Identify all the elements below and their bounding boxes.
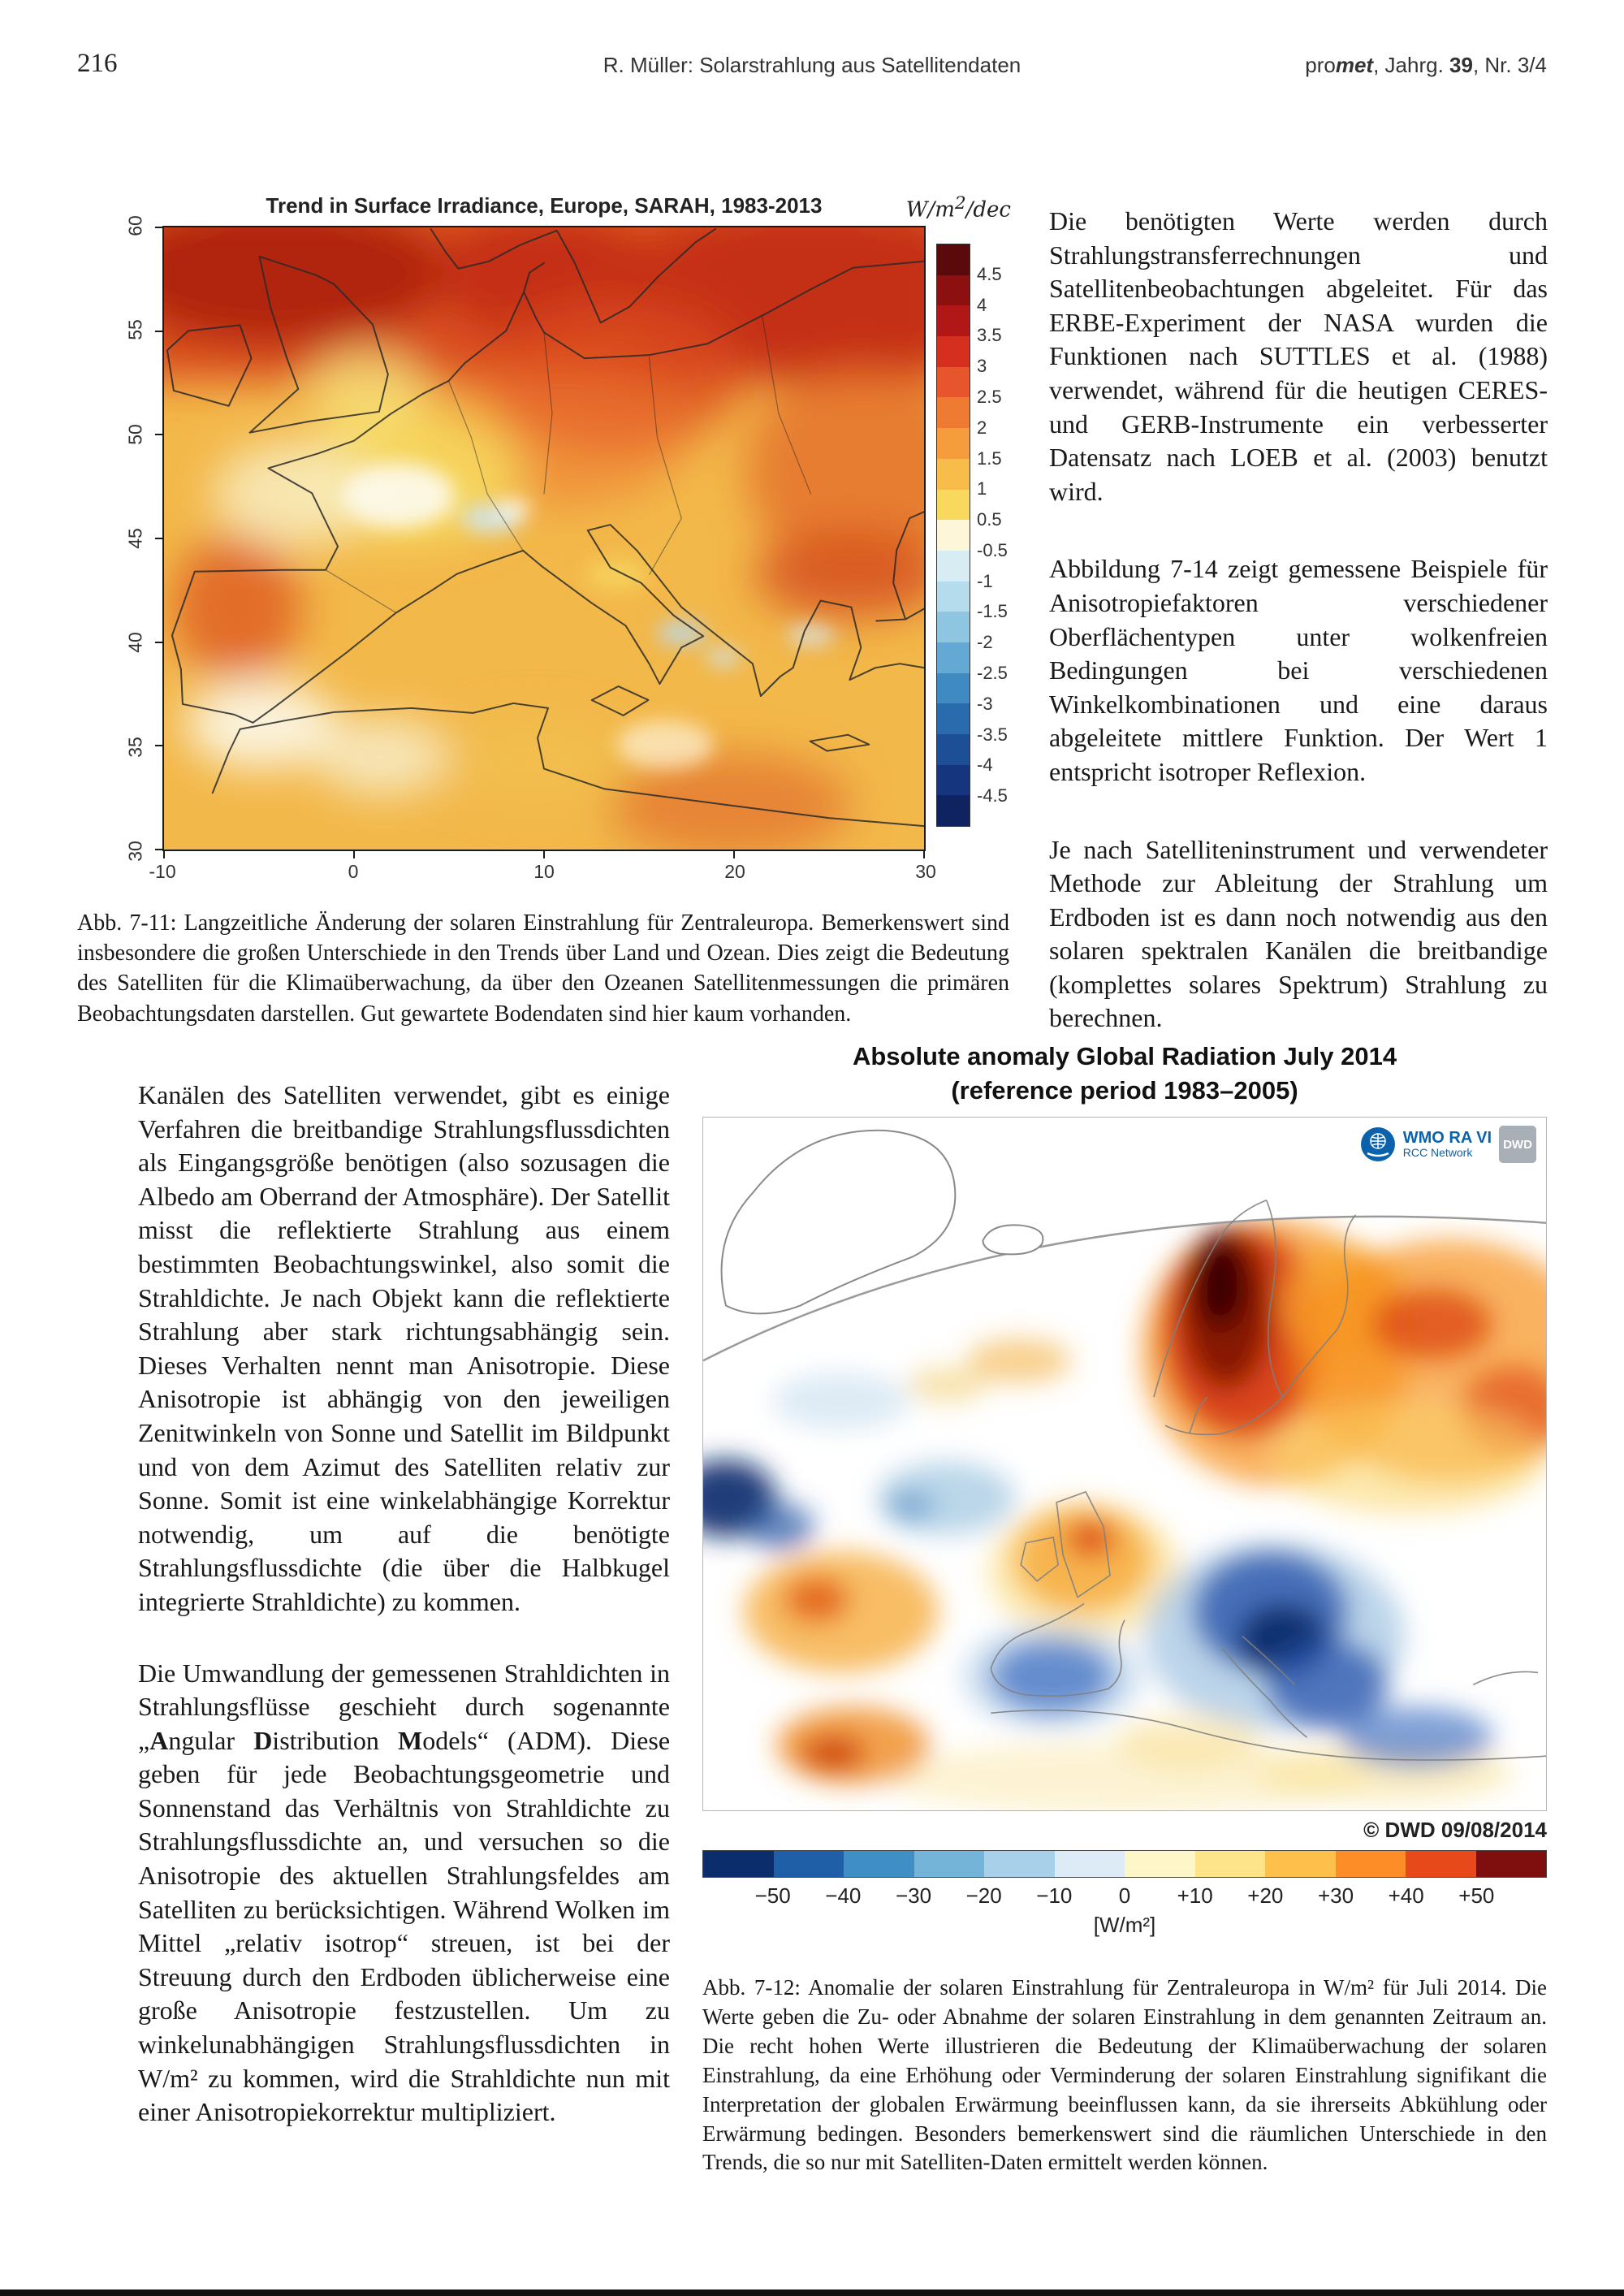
y-axis-tick [155,642,162,643]
colorbar-segment [937,244,970,275]
x-axis-tick [163,851,165,858]
wmo-logo-icon [1360,1126,1396,1162]
figure-7-12-title-line2: (reference period 1983–2005) [951,1076,1298,1105]
colorbar-tick-label: -4 [977,755,993,776]
colorbar-tick-label: 1 [977,478,987,499]
colorbar-tick-label: -2 [977,632,993,653]
y-axis-tick-label: 55 [124,319,146,341]
y-axis-labels [122,215,149,862]
paragraph-right-3: Je nach Satelliteninstrument und verwendeter Methode zur Ableitung der Strahlung um Erdboden ist es dann noch notwendig aus den solaren spektralen Kanälen die breitbandige (komplettes solares Spektrum) Strahlung zu berechnen. [1049,834,1548,1033]
y-axis-tick-label: 60 [124,215,146,236]
colorbar-tick-label: -1.5 [977,601,1008,622]
page-header [77,49,1547,78]
colorbar-segment [1055,1851,1125,1877]
colorbar-segment [937,490,970,521]
y-axis-tick-label: 30 [124,841,146,862]
colorbar-tick-label: -4.5 [977,785,1008,806]
colorbar-tick-label: +20 [1247,1883,1284,1908]
unit-base: W/m [905,197,955,223]
colorbar-segment [937,703,970,734]
colorbar-segment [1125,1851,1195,1877]
y-axis-tick [155,434,162,435]
rcc-network-label: RCC Network [1402,1146,1473,1160]
adm-bold-a: A [149,1725,169,1755]
unit-sup: 2 [954,193,966,214]
colorbar-segment [937,336,970,367]
colorbar-tick-label: 0.5 [977,509,1002,530]
colorbar-tick-label: 3.5 [977,325,1002,346]
figure-7-12-title-line1: Absolute anomaly Global Radiation July 2014 [852,1042,1397,1070]
colorbar-segment [937,428,970,459]
colorbar-tick-label: −30 [895,1883,932,1908]
adm-text-1: Die Umwandlung der gemessenen Strahldichten in Strahlungsflüsse geschieht durch sogenannte „ [138,1658,670,1755]
colorbar-tick-label: −40 [825,1883,862,1908]
adm-text-3: istribution [272,1725,398,1755]
colorbar-segment [937,520,970,551]
figure-caption-7-11: Abb. 7-11: Langzeitliche Änderung der solaren Einstrahlung für Zentraleuropa. Bemerkenswert sind insbesondere die großen Unterschiede in den Trends über Land und Ozean. Dies zeigt die Bedeutung des Satelliten für die Klimaüberwachung, da über den Ozeanen Satellitenmessungen die primären Beobachtungsdaten darstellen. Gut gewartete Bodendaten sind hier kaum vorhanden. [77,910,1009,1027]
map-7-11 [162,226,926,851]
colorbar-segment [937,275,970,306]
running-title: R. Müller: Solarstrahlung aus Satellitendaten [603,53,1021,77]
journal-volume: 39 [1449,53,1473,77]
colorbar-segment [1476,1851,1547,1877]
colorbar-tick-label: 0 [1118,1883,1131,1908]
page-bottom-edge [0,2290,1624,2296]
map-7-12-graphic [703,1118,1546,1810]
colorbar-segment [1195,1851,1266,1877]
x-axis-tick-label: -10 [149,861,176,882]
y-axis-tick-label: 50 [124,423,146,445]
adm-text-2: ngular [168,1725,254,1755]
figure-7-11-unit [906,193,1011,223]
x-axis-tick-label: 30 [915,861,936,882]
wmo-label: WMO RA VI [1402,1129,1492,1148]
page-number: 216 [77,49,118,78]
colorbar-tick-label: -0.5 [977,539,1008,560]
colorbar-segment [937,673,970,704]
y-axis-tick [155,849,162,850]
copyright-credit: © DWD 09/08/2014 [1363,1818,1547,1842]
colorbar-tick-label: -3.5 [977,724,1008,745]
map-7-11-graphic [164,227,924,850]
colorbar-7-12-labels [702,1883,1547,1908]
adm-bold-m: M [397,1725,423,1755]
dwd-logo: DWD [1499,1126,1536,1163]
colorbar-7-11 [936,244,970,827]
journal-pre: pro [1305,53,1336,77]
colorbar-segment [937,582,970,612]
colorbar-tick-label: 2 [977,417,987,438]
wmo-logo-text [1403,1129,1492,1159]
x-axis-tick-label: 20 [724,861,745,882]
journal-name: met [1335,53,1374,77]
colorbar-tick-label: 2.5 [977,386,1002,407]
colorbar-tick-label: -3 [977,693,993,714]
colorbar-segment [937,734,970,765]
colorbar-segment [937,551,970,582]
colorbar-tick-label: 4 [977,294,987,315]
colorbar-tick-label: −50 [754,1883,791,1908]
x-axis-labels [149,861,936,885]
colorbar-tick-label: -2.5 [977,663,1008,684]
colorbar-tick-label: 1.5 [977,448,1002,469]
colorbar-segment [914,1851,985,1877]
colorbar-segment [1336,1851,1406,1877]
right-text-column [1049,205,1548,1079]
colorbar-tick-label: −20 [965,1883,1002,1908]
figure-7-12 [702,1042,1547,2228]
y-axis-tick [155,745,162,746]
y-axis-tick-label: 45 [124,528,146,549]
colorbar-tick-label: +10 [1177,1883,1213,1908]
colorbar-tick-label: +40 [1388,1883,1424,1908]
x-axis-tick-label: 0 [348,861,359,882]
journal-reference [1305,53,1547,78]
colorbar-segment [937,459,970,490]
paragraph-left-2 [138,1657,670,2130]
colorbar-unit: [W/m²] [1093,1913,1156,1937]
unit-rest: /dec [965,197,1011,223]
colorbar-segment [937,305,970,336]
colorbar-segment [937,795,970,826]
x-axis-tick [353,851,355,858]
adm-bold-d: D [253,1725,273,1755]
y-axis-tick [155,227,162,228]
colorbar-segment [937,612,970,642]
journal-issue: , Nr. 3/4 [1472,53,1547,77]
y-axis-tick [155,538,162,539]
colorbar-segment [937,642,970,673]
colorbar-7-12 [702,1850,1547,1878]
y-axis-tick-label: 35 [124,736,146,758]
figure-caption-7-12: Abb. 7-12: Anomalie der solaren Einstrahlung für Zentraleuropa in W/m² für Juli 2014. Die Werte geben die Zu- oder Abnahme der solaren Einstrahlung in dem genannten Zeitraum an. Die recht hohen Werte illustrieren die Bedeutung der Klimaüberwachung der solaren Einstrahlung, da eine Erhöhung oder Verminderung der solaren Einstrahlung signifikant die Interpretation der globalen Erwärmung beeinflussen kann, da sie ihrerseits Abkühlung oder Erwärmung bedingen. Besonders bemerkenswert sind die räumlichen Unterschiede in den Trends, die so nur mit Satelliten-Daten ermittelt werden können. [702,1975,1547,2175]
iceland-outline [983,1225,1043,1254]
x-axis-tick-label: 10 [533,861,555,882]
colorbar-tick-label: −10 [1036,1883,1073,1908]
colorbar-segment [937,367,970,398]
colorbar-tick-label: 4.5 [977,263,1002,284]
adm-text-4: odels“ (ADM). Diese geben für jede Beobachtungsgeometrie und Sonnenstand das Verhältnis von Strahldichte zu Strahlungsflussdichte an, und versuchen so die Anisotropie des aktuellen Strahlungsfeldes am Satelliten zu berücksichtigen. Während Wolken im Mittel „relativ isotrop“ streuen, ist bei der Streuung durch den Erdboden üblicherweise eine große Anisotropie festzustellen. Um zu winkelunabhängigen Strahlungsflussdichten in W/m² zu kommen, wird die Strahldichte nun mit einer Anisotropiekorrektur multipliziert. [138,1725,671,2127]
figure-7-11-title: Trend in Surface Irradiance, Europe, SARAH, 1983-2013 [266,193,823,218]
colorbar-segment [937,765,970,796]
colorbar-tick-label: +50 [1458,1883,1495,1908]
map-logos [1360,1126,1536,1163]
colorbar-segment [703,1851,774,1877]
x-axis-tick [733,851,735,858]
colorbar-7-11-labels [977,244,1026,827]
colorbar-segment [844,1851,914,1877]
colorbar-segment [984,1851,1055,1877]
y-axis-tick-label: 40 [124,632,146,654]
colorbar-tick-label: +30 [1317,1883,1354,1908]
x-axis-tick [923,851,925,858]
paragraph-left-1: Kanälen des Satelliten verwendet, gibt es einige Verfahren die breitbandige Strahlungsflussdichten als Eingangsgröße benötigen (also sozusagen die Albedo am Oberrand der Atmosphäre). Der Satellit misst die reflektierte Strahlung aus einem bestimmten Beobachtungswinkel, also somit die Strahldichte. Je nach Objekt kann die reflektierte Strahlung aber stark richtungsabhängig sein. Dieses Verhalten nennt man Anisotropie. Diese Anisotropie ist abhängig von den jeweiligen Zenitwinkeln von Sonne und Satellit im Bildpunkt und von dem Azimut des Satelliten relativ zur Sonne. Somit ist eine winkelabhängige Korrektur notwendig, um auf die benötigte Strahlungsflussdichte (die über die Halbkugel integrierte Strahldichte) zu kommen. [138,1080,670,1616]
colorbar-segment [937,397,970,428]
left-text-column [138,1079,670,2167]
colorbar-segment [774,1851,844,1877]
paragraph-right-1: Die benötigten Werte werden durch Strahlungstransferrechnungen und Satellitenbeobachtungen abgeleitet. Für das ERBE-Experiment der NASA wurden die Funktionen nach SUTTLES et al. (1988) verwendet, während für die heutigen CERES- und GERB-Instrumente ein verbesserter Datensatz nach LOEB et al. (2003) benutzt wird. [1049,206,1548,506]
figure-7-11 [77,193,1011,1079]
x-axis-tick [543,851,545,858]
map-7-12 [702,1117,1547,1811]
colorbar-segment [1265,1851,1336,1877]
colorbar-tick-label: -1 [977,570,993,591]
colorbar-tick-label: 3 [977,356,987,377]
paragraph-right-2: Abbildung 7-14 zeigt gemessene Beispiele für Anisotropiefaktoren verschiedener Oberflächentypen unter wolkenfreien Bedingungen bei verschiedenen Winkelkombinationen und eine daraus abgeleitete mittlere Funktion. Der Wert 1 entspricht isotroper Reflexion. [1049,554,1548,786]
y-axis-tick [155,331,162,332]
colorbar-segment [1406,1851,1476,1877]
journal-mid: , Jahrg. [1373,53,1450,77]
